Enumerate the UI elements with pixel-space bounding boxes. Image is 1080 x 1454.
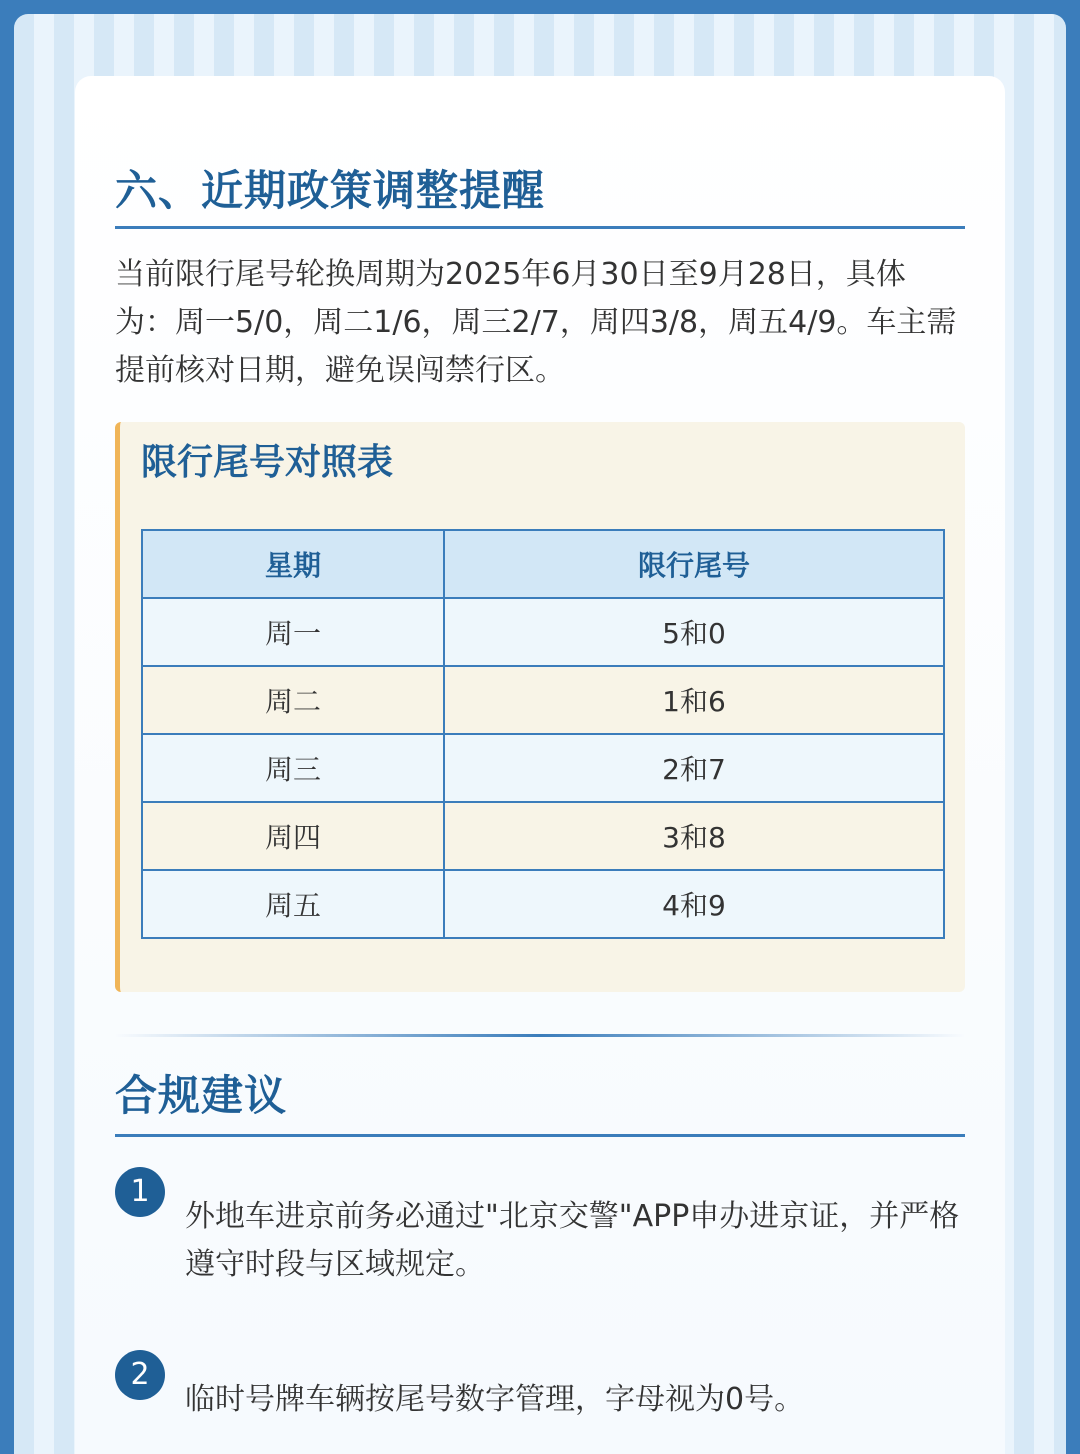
table-row bbox=[142, 598, 944, 666]
page-frame bbox=[14, 14, 1066, 1454]
table-row bbox=[142, 734, 944, 802]
content-card bbox=[75, 76, 1005, 1454]
table-cell-numbers: 2和7 bbox=[444, 734, 944, 802]
section-title-rule bbox=[115, 1134, 965, 1137]
table-cell-numbers: 5和0 bbox=[444, 598, 944, 666]
table-row bbox=[142, 666, 944, 734]
table-cell-day: 周一 bbox=[142, 598, 444, 666]
table-row bbox=[142, 870, 944, 938]
table-cell-day: 周五 bbox=[142, 870, 444, 938]
plate-table-title: 限行尾号对照表 bbox=[141, 442, 394, 483]
table-row bbox=[142, 802, 944, 870]
item-number-badge: 1 bbox=[115, 1167, 165, 1217]
item-text: 外地车进京前务必通过"北京交警"APP申办进京证，并严格遵守时段与区域规定。 bbox=[185, 1199, 960, 1282]
plate-table bbox=[141, 529, 945, 939]
table-cell-numbers: 1和6 bbox=[444, 666, 944, 734]
section-divider bbox=[115, 1034, 965, 1037]
table-cell-numbers: 4和9 bbox=[444, 870, 944, 938]
table-header-numbers: 限行尾号 bbox=[444, 530, 944, 598]
table-cell-day: 周四 bbox=[142, 802, 444, 870]
section-title-rule bbox=[115, 226, 965, 229]
table-cell-numbers: 3和8 bbox=[444, 802, 944, 870]
section-title-advice: 合规建议 bbox=[115, 1071, 288, 1120]
item-text: 临时号牌车辆按尾号数字管理，字母视为0号。 bbox=[185, 1382, 805, 1417]
table-header-day: 星期 bbox=[142, 530, 444, 598]
item-number-badge: 2 bbox=[115, 1350, 165, 1400]
plate-table-box bbox=[115, 422, 965, 992]
table-cell-day: 周二 bbox=[142, 666, 444, 734]
section-title-policy: 六、近期政策调整提醒 bbox=[115, 166, 546, 215]
table-header-row bbox=[142, 530, 944, 598]
policy-paragraph: 当前限行尾号轮换周期为2025年6月30日至9月28日，具体为：周一5/0，周二1/6，周三2/7，周四3/8，周五4/9。车主需提前核对日期，避免误闯禁行区。 bbox=[115, 257, 957, 388]
table-cell-day: 周三 bbox=[142, 734, 444, 802]
